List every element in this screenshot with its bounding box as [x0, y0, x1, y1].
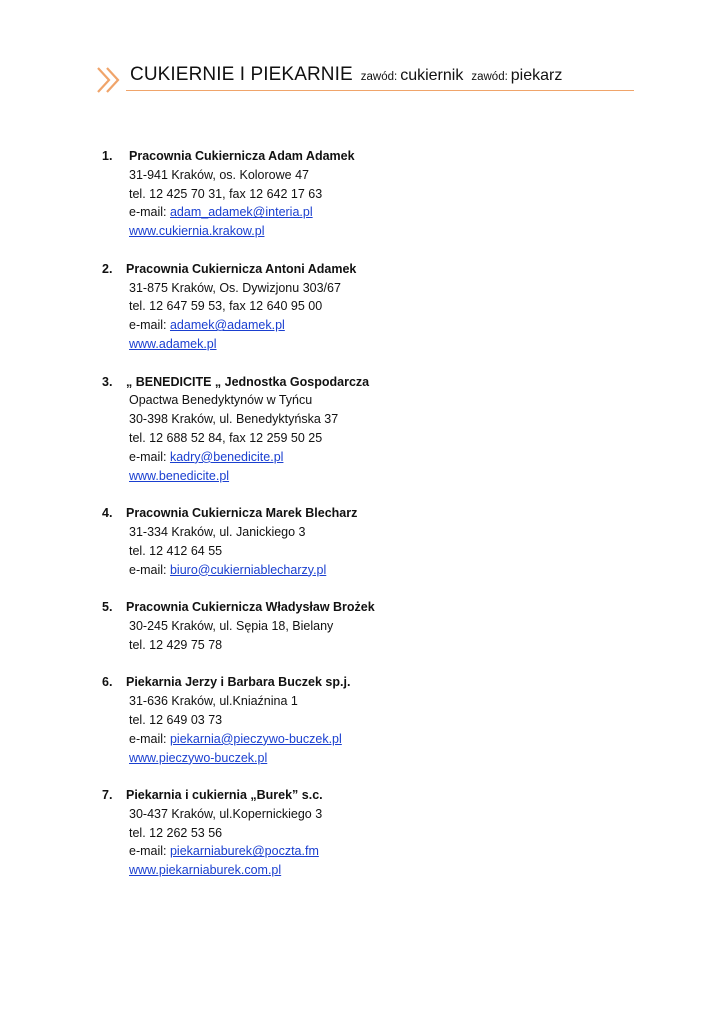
email-line: [102, 448, 622, 467]
item-number: 2.: [102, 261, 113, 276]
business-name: Piekarnia Jerzy i Barbara Buczek sp.j.: [126, 675, 351, 690]
phone: tel. 12 688 52 84, fax 12 259 50 25: [129, 430, 323, 445]
website-link[interactable]: www.piekarniaburek.com.pl: [129, 863, 282, 878]
email-label: e-mail:: [129, 449, 170, 464]
email-link[interactable]: piekarniaburek@poczta.fm: [169, 844, 319, 859]
address: 30-398 Kraków, ul. Benedyktyńska 37: [129, 412, 339, 427]
business-name: Pracownia Cukiernicza Antoni Adamek: [126, 261, 357, 276]
email-line: [102, 316, 622, 335]
business-name: Piekarnia i cukiernia „Burek” s.c.: [126, 788, 323, 803]
address: 30-437 Kraków, ul.Kopernickiego 3: [129, 806, 323, 821]
phone: tel. 12 425 70 31, fax 12 642 17 63: [129, 186, 323, 201]
list-item: [102, 598, 622, 654]
email-line: [102, 203, 622, 222]
website-link[interactable]: www.cukiernia.krakow.pl: [129, 224, 265, 239]
item-number: 4.: [102, 506, 113, 521]
phone: tel. 12 429 75 78: [129, 637, 223, 652]
phone: tel. 12 647 59 53, fax 12 640 95 00: [129, 299, 323, 314]
address: 31-941 Kraków, os. Kolorowe 47: [129, 167, 309, 182]
header-divider: [126, 90, 634, 91]
website-link[interactable]: www.pieczywo-buczek.pl: [129, 750, 268, 765]
email-link[interactable]: adam_adamek@interia.pl: [169, 205, 313, 220]
email-label: e-mail:: [129, 844, 170, 859]
business-name: Pracownia Cukiernicza Marek Blecharz: [126, 506, 358, 521]
email-link[interactable]: biuro@cukierniablecharzy.pl: [169, 562, 327, 577]
email-label: e-mail:: [129, 205, 170, 220]
list-item: [102, 373, 622, 486]
address: 31-636 Kraków, ul.Kniaźnina 1: [129, 694, 298, 709]
item-number: 5.: [102, 600, 113, 615]
email-line: [102, 730, 622, 749]
email-label: e-mail:: [129, 731, 170, 746]
website-link[interactable]: www.benedicite.pl: [129, 468, 230, 483]
business-name-continued: Opactwa Benedyktynów w Tyńcu: [129, 393, 313, 408]
business-name: „ BENEDICITE „ Jednostka Gospodarcza: [126, 374, 370, 389]
list-item: [102, 673, 622, 767]
profession-label-2: zawód:: [471, 71, 508, 83]
business-name: Pracownia Cukiernicza Władysław Brożek: [126, 600, 375, 615]
email-line: [102, 561, 622, 580]
email-label: e-mail:: [129, 562, 170, 577]
list-item: [102, 260, 622, 354]
email-link[interactable]: adamek@adamek.pl: [169, 318, 285, 333]
address: 30-245 Kraków, ul. Sępia 18, Bielany: [129, 618, 334, 633]
website-line: [102, 222, 622, 241]
website-line: [102, 861, 622, 880]
chevron-logo-icon: [96, 66, 126, 94]
business-name: Pracownia Cukiernicza Adam Adamek: [129, 149, 355, 163]
phone: tel. 12 412 64 55: [129, 543, 223, 558]
item-number: 3.: [102, 374, 113, 389]
website-line: [102, 467, 622, 486]
profession-value-2: piekarz: [510, 67, 563, 84]
phone: tel. 12 649 03 73: [129, 712, 223, 727]
address: 31-334 Kraków, ul. Janickiego 3: [129, 524, 306, 539]
website-link[interactable]: www.adamek.pl: [129, 336, 217, 351]
list-item: [102, 147, 622, 241]
profession-label-1: zawód:: [360, 71, 398, 83]
phone: tel. 12 262 53 56: [129, 825, 223, 840]
website-line: [102, 335, 622, 354]
email-link[interactable]: piekarnia@pieczywo-buczek.pl: [169, 731, 342, 746]
page-title: CUKIERNIE I PIEKARNIE: [130, 64, 353, 85]
business-list: [102, 147, 622, 899]
list-item: [102, 504, 622, 579]
item-number: 1.: [102, 149, 113, 163]
email-link[interactable]: kadry@benedicite.pl: [169, 449, 284, 464]
item-number: 7.: [102, 788, 113, 803]
item-number: 6.: [102, 675, 113, 690]
email-line: [102, 842, 622, 861]
email-label: e-mail:: [129, 318, 170, 333]
header-title-line: [130, 64, 562, 86]
list-item: [102, 786, 622, 880]
page-header: [96, 60, 636, 94]
profession-value-1: cukiernik: [400, 67, 464, 84]
address: 31-875 Kraków, Os. Dywizjonu 303/67: [129, 280, 341, 295]
website-line: [102, 749, 622, 768]
